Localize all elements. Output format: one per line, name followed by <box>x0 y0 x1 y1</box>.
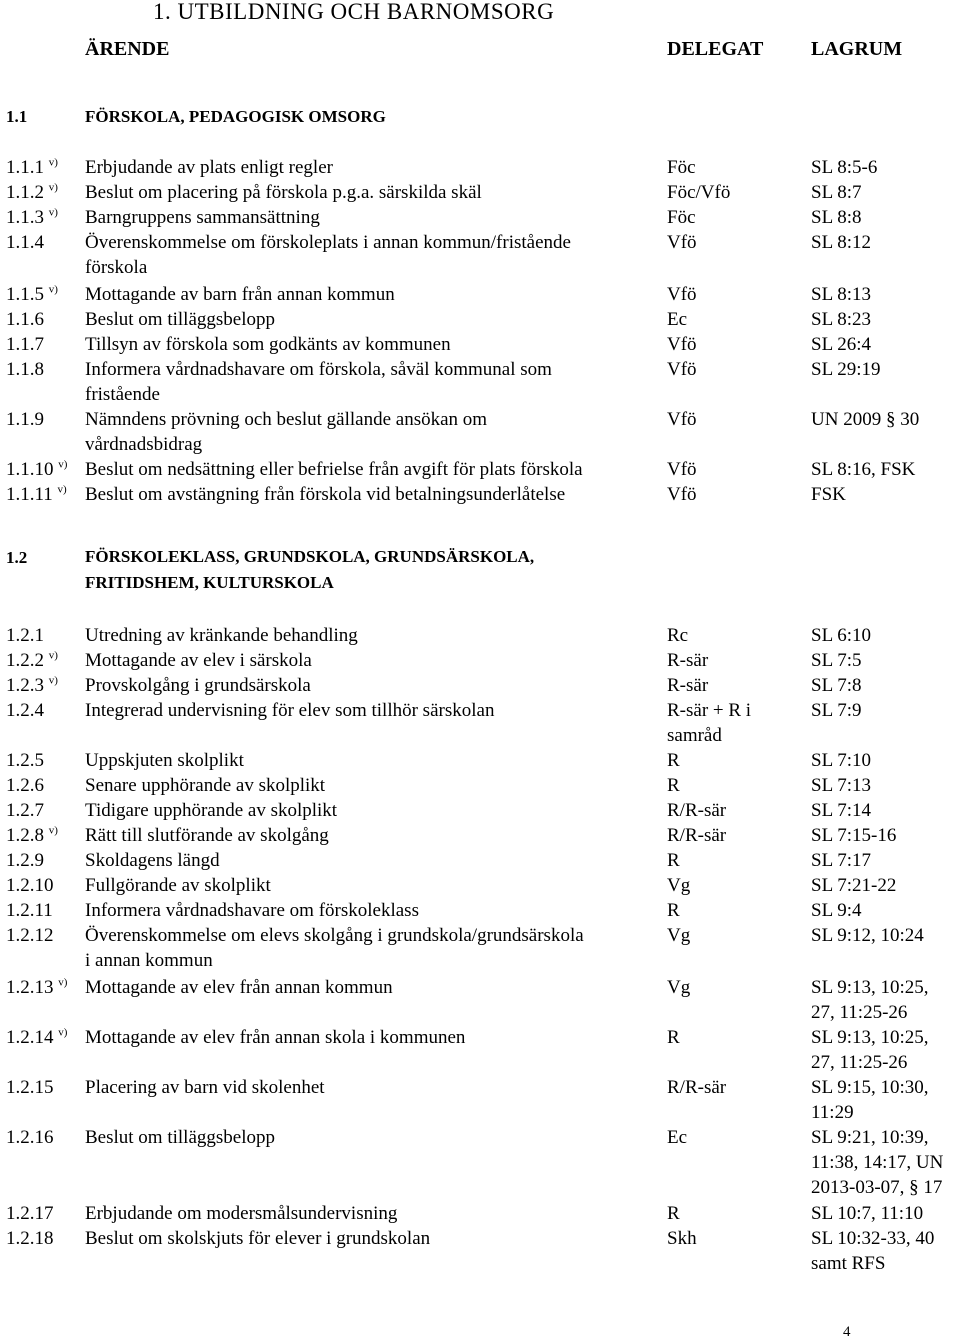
row-number-text: 1.2.1 <box>6 625 44 646</box>
row-delegat <box>667 873 690 898</box>
row-description <box>85 975 393 1000</box>
row-description-line: Tidigare upphörande av skolplikt <box>85 800 338 821</box>
row-description-line: Informera vårdnadshavare om förskola, såväl kommunal som <box>85 359 552 380</box>
row-number <box>6 698 44 723</box>
row-number-text: 1.2.3 <box>6 675 44 696</box>
row-footnote-marker: v) <box>48 824 58 837</box>
row-number-text: 1.2.14 <box>6 1027 54 1048</box>
row-lagrum-line: SL 7:9 <box>811 700 862 721</box>
row-description-line: Beslut om avstängning från förskola vid betalningsunderlåtelse <box>85 484 566 505</box>
row-description <box>85 748 244 773</box>
column-header-lagrum: LAGRUM <box>811 38 903 60</box>
row-lagrum-line: samt RFS <box>811 1253 886 1274</box>
row-number-text: 1.2.8 <box>6 825 44 846</box>
row-description-line: Nämndens prövning och beslut gällande ansökan om <box>85 409 488 430</box>
row-lagrum <box>811 155 877 180</box>
row-number-text: 1.2.15 <box>6 1077 54 1098</box>
row-number-text: 1.1.2 <box>6 182 44 203</box>
row-description <box>85 457 583 482</box>
row-lagrum <box>811 357 881 382</box>
row-number <box>6 623 44 648</box>
row-lagrum-line: FSK <box>811 484 846 505</box>
row-lagrum <box>811 748 871 773</box>
section-title-1-1: FÖRSKOLA, PEDAGOGISK OMSORG <box>85 107 386 126</box>
section-number-1-1: 1.1 <box>6 107 28 126</box>
row-delegat <box>667 673 708 698</box>
row-delegat-line: R <box>667 1203 680 1224</box>
row-delegat-line: samråd <box>667 725 722 746</box>
row-description-line: vårdnadsbidrag <box>85 434 203 455</box>
row-delegat <box>667 748 680 773</box>
row-number-text: 1.1.1 <box>6 157 44 178</box>
row-number-text: 1.2.6 <box>6 775 44 796</box>
row-delegat-line: Ec <box>667 1127 688 1148</box>
row-number <box>6 773 44 798</box>
row-description-line: Beslut om skolskjuts för elever i grundskolan <box>85 1228 431 1249</box>
row-lagrum-line: SL 9:13, 10:25, <box>811 977 929 998</box>
row-lagrum-line: SL 9:12, 10:24 <box>811 925 924 946</box>
row-description <box>85 282 395 307</box>
row-number <box>6 923 54 948</box>
column-header-delegat: DELEGAT <box>667 38 764 60</box>
row-description <box>85 1201 397 1226</box>
row-delegat-line: Vfö <box>667 409 697 430</box>
row-delegat-line: Vg <box>667 925 691 946</box>
row-number <box>6 457 67 482</box>
row-number <box>6 357 44 382</box>
row-lagrum-line: SL 7:8 <box>811 675 862 696</box>
row-lagrum-line: UN 2009 § 30 <box>811 409 920 430</box>
row-delegat <box>667 155 696 180</box>
row-delegat <box>667 823 726 848</box>
row-description-line: förskola <box>85 257 148 278</box>
row-lagrum <box>811 407 919 432</box>
row-footnote-marker: v) <box>48 181 58 194</box>
row-delegat <box>667 1226 697 1251</box>
row-lagrum-line: SL 8:5-6 <box>811 157 878 178</box>
row-number <box>6 230 44 255</box>
row-delegat-line: R <box>667 850 680 871</box>
row-number-text: 1.2.17 <box>6 1203 54 1224</box>
row-delegat-line: Vfö <box>667 284 697 305</box>
row-delegat-line: R-sär <box>667 675 709 696</box>
row-footnote-marker: v) <box>48 649 58 662</box>
row-number <box>6 155 58 180</box>
row-lagrum <box>811 1075 929 1125</box>
row-description-line: fristående <box>85 384 160 405</box>
row-lagrum-line: SL 6:10 <box>811 625 871 646</box>
row-delegat-line: R <box>667 775 680 796</box>
row-delegat <box>667 898 680 923</box>
row-number-text: 1.1.4 <box>6 232 44 253</box>
row-description-line: Erbjudande av plats enligt regler <box>85 157 333 178</box>
row-delegat-line: R <box>667 900 680 921</box>
row-lagrum-line: SL 9:15, 10:30, <box>811 1077 929 1098</box>
row-lagrum-line: SL 10:32-33, 40 <box>811 1228 935 1249</box>
row-description <box>85 1226 430 1251</box>
row-lagrum <box>811 205 862 230</box>
row-delegat-line: Vfö <box>667 484 697 505</box>
row-number <box>6 673 58 698</box>
row-description <box>85 923 584 973</box>
row-lagrum-line: 27, 11:25-26 <box>811 1052 908 1073</box>
row-lagrum <box>811 823 896 848</box>
section-number-1-2: 1.2 <box>6 548 28 567</box>
row-description-line: Beslut om tilläggsbelopp <box>85 309 275 330</box>
row-number <box>6 1075 54 1100</box>
row-footnote-marker: v) <box>48 156 58 169</box>
row-delegat <box>667 648 708 673</box>
row-description-line: i annan kommun <box>85 950 213 971</box>
row-delegat-line: R/R-sär <box>667 825 727 846</box>
row-delegat-line: Vfö <box>667 232 697 253</box>
row-number-text: 1.2.13 <box>6 977 54 998</box>
row-lagrum-line: 27, 11:25-26 <box>811 1002 908 1023</box>
row-lagrum-line: SL 8:23 <box>811 309 871 330</box>
row-number <box>6 180 58 205</box>
row-lagrum <box>811 923 924 948</box>
row-number-text: 1.1.10 <box>6 459 54 480</box>
row-lagrum <box>811 975 929 1025</box>
row-number <box>6 1201 54 1226</box>
row-lagrum-line: SL 7:15-16 <box>811 825 897 846</box>
section-title-1-2: FÖRSKOLEKLASS, GRUNDSKOLA, GRUNDSÄRSKOLA, FRITIDSHEM, KULTURSKOLA <box>85 547 535 592</box>
row-delegat <box>667 923 690 948</box>
row-lagrum-line: SL 7:17 <box>811 850 871 871</box>
row-lagrum <box>811 773 871 798</box>
row-description <box>85 1025 465 1050</box>
row-delegat <box>667 357 697 382</box>
row-description-line: Uppskjuten skolplikt <box>85 750 244 771</box>
row-delegat <box>667 698 751 748</box>
row-number-text: 1.2.9 <box>6 850 44 871</box>
row-delegat-line: R/R-sär <box>667 800 727 821</box>
row-lagrum-line: 2013-03-07, § 17 <box>811 1177 943 1198</box>
row-number <box>6 1226 54 1251</box>
row-lagrum-line: SL 8:12 <box>811 232 871 253</box>
row-description <box>85 230 571 280</box>
row-lagrum <box>811 1025 929 1075</box>
row-description <box>85 205 320 230</box>
row-number-text: 1.2.7 <box>6 800 44 821</box>
row-description-line: Integrerad undervisning för elev som tillhör särskolan <box>85 700 495 721</box>
row-lagrum-line: SL 9:4 <box>811 900 862 921</box>
row-lagrum <box>811 482 846 507</box>
row-footnote-marker: v) <box>57 483 67 496</box>
row-footnote-marker: v) <box>48 674 58 687</box>
row-number <box>6 332 44 357</box>
row-number-text: 1.1.11 <box>6 484 53 505</box>
row-description-line: Beslut om placering på förskola p.g.a. särskilda skäl <box>85 182 482 203</box>
row-number-text: 1.1.3 <box>6 207 44 228</box>
row-description <box>85 798 337 823</box>
row-description-line: Placering av barn vid skolenhet <box>85 1077 325 1098</box>
row-description-line: Tillsyn av förskola som godkänts av kommunen <box>85 334 451 355</box>
row-delegat-line: R-sär <box>667 650 709 671</box>
row-lagrum-line: SL 7:10 <box>811 750 871 771</box>
row-description <box>85 823 329 848</box>
row-delegat <box>667 1025 680 1050</box>
row-number-text: 1.2.12 <box>6 925 54 946</box>
row-footnote-marker: v) <box>48 206 58 219</box>
row-lagrum <box>811 698 862 723</box>
row-description-line: Överenskommelse om elevs skolgång i grundskola/grundsärskola <box>85 925 584 946</box>
row-description-line: Rätt till slutförande av skolgång <box>85 825 329 846</box>
row-delegat-line: Föc <box>667 157 696 178</box>
row-description <box>85 155 333 180</box>
row-description <box>85 307 275 332</box>
row-delegat-line: R/R-sär <box>667 1077 727 1098</box>
row-description-line: Provskolgång i grundsärskola <box>85 675 311 696</box>
row-delegat <box>667 180 730 205</box>
row-number <box>6 1025 67 1050</box>
row-delegat-line: Rc <box>667 625 689 646</box>
row-lagrum-line: SL 7:5 <box>811 650 862 671</box>
row-delegat <box>667 1075 726 1100</box>
row-delegat <box>667 205 696 230</box>
row-delegat <box>667 798 726 823</box>
row-lagrum-line: SL 26:4 <box>811 334 871 355</box>
row-number <box>6 798 44 823</box>
row-delegat-line: Vfö <box>667 334 697 355</box>
row-lagrum-line: SL 9:13, 10:25, <box>811 1027 929 1048</box>
row-description <box>85 848 220 873</box>
row-number <box>6 482 67 507</box>
row-description <box>85 873 271 898</box>
row-lagrum <box>811 457 915 482</box>
row-description <box>85 773 325 798</box>
row-description-line: Erbjudande om modersmålsundervisning <box>85 1203 398 1224</box>
row-lagrum-line: 11:38, 14:17, UN <box>811 1152 944 1173</box>
row-description <box>85 332 451 357</box>
row-number <box>6 307 44 332</box>
row-number-text: 1.2.11 <box>6 900 53 921</box>
row-number-text: 1.2.5 <box>6 750 44 771</box>
row-number <box>6 873 54 898</box>
row-lagrum <box>811 623 871 648</box>
row-description-line: Mottagande av barn från annan kommun <box>85 284 395 305</box>
row-lagrum <box>811 648 862 673</box>
row-number-text: 1.1.5 <box>6 284 44 305</box>
row-delegat-line: R <box>667 1027 680 1048</box>
row-lagrum-line: SL 8:8 <box>811 207 862 228</box>
page-number: 4 <box>843 1324 851 1340</box>
row-description <box>85 648 312 673</box>
row-lagrum <box>811 873 896 898</box>
row-delegat-line: Föc/Vfö <box>667 182 731 203</box>
row-number <box>6 282 58 307</box>
row-lagrum-line: SL 8:7 <box>811 182 862 203</box>
row-lagrum <box>811 307 871 332</box>
row-description-line: Mottagande av elev från annan skola i kommunen <box>85 1027 466 1048</box>
row-number-text: 1.1.8 <box>6 359 44 380</box>
row-number <box>6 823 58 848</box>
row-number <box>6 205 58 230</box>
row-lagrum <box>811 898 862 923</box>
row-delegat-line: Föc <box>667 207 696 228</box>
row-lagrum-line: SL 10:7, 11:10 <box>811 1203 924 1224</box>
row-lagrum <box>811 673 862 698</box>
row-lagrum <box>811 798 871 823</box>
row-delegat <box>667 307 687 332</box>
row-delegat-line: Vg <box>667 875 691 896</box>
row-description-line: Mottagande av elev i särskola <box>85 650 312 671</box>
row-number-text: 1.2.4 <box>6 700 44 721</box>
row-delegat-line: Skh <box>667 1228 697 1249</box>
row-lagrum <box>811 180 862 205</box>
row-delegat <box>667 1201 680 1226</box>
row-description-line: Fullgörande av skolplikt <box>85 875 271 896</box>
row-delegat <box>667 773 680 798</box>
row-lagrum-line: 11:29 <box>811 1102 854 1123</box>
row-number <box>6 748 44 773</box>
row-description <box>85 1075 325 1100</box>
row-delegat <box>667 1125 687 1150</box>
row-description-line: Barngruppens sammansättning <box>85 207 320 228</box>
row-delegat-line: Vfö <box>667 359 697 380</box>
row-lagrum <box>811 332 871 357</box>
row-delegat-line: Vfö <box>667 459 697 480</box>
row-delegat <box>667 282 697 307</box>
row-number <box>6 1125 54 1150</box>
row-description <box>85 698 494 723</box>
row-delegat <box>667 482 697 507</box>
row-lagrum-line: SL 8:13 <box>811 284 871 305</box>
row-description-line: Informera vårdnadshavare om förskoleklass <box>85 900 419 921</box>
row-number-text: 1.1.6 <box>6 309 44 330</box>
row-description-line: Mottagande av elev från annan kommun <box>85 977 393 998</box>
row-delegat <box>667 623 688 648</box>
row-lagrum-line: SL 7:13 <box>811 775 871 796</box>
row-description-line: Överenskommelse om förskoleplats i annan kommun/fristående <box>85 232 571 253</box>
row-number <box>6 975 67 1000</box>
row-footnote-marker: v) <box>48 283 58 296</box>
row-lagrum-line: SL 9:21, 10:39, <box>811 1127 929 1148</box>
row-description <box>85 482 565 507</box>
row-delegat <box>667 407 697 432</box>
row-lagrum <box>811 1125 943 1200</box>
row-description <box>85 898 419 923</box>
row-description <box>85 180 482 205</box>
row-footnote-marker: v) <box>58 1026 68 1039</box>
row-delegat <box>667 848 680 873</box>
row-description-line: Utredning av kränkande behandling <box>85 625 358 646</box>
row-delegat-line: Ec <box>667 309 688 330</box>
row-number-text: 1.2.10 <box>6 875 54 896</box>
row-description <box>85 1125 275 1150</box>
row-number <box>6 898 53 923</box>
row-number-text: 1.1.7 <box>6 334 44 355</box>
row-description <box>85 407 487 457</box>
row-delegat <box>667 332 697 357</box>
row-lagrum-line: SL 7:14 <box>811 800 871 821</box>
row-number-text: 1.2.2 <box>6 650 44 671</box>
row-delegat-line: R-sär + R i <box>667 700 752 721</box>
row-lagrum <box>811 282 871 307</box>
row-description-line: Beslut om nedsättning eller befrielse från avgift för plats förskola <box>85 459 583 480</box>
row-delegat <box>667 975 690 1000</box>
row-lagrum-line: SL 29:19 <box>811 359 881 380</box>
row-delegat-line: Vg <box>667 977 691 998</box>
row-lagrum-line: SL 7:21-22 <box>811 875 897 896</box>
row-number <box>6 648 58 673</box>
row-number <box>6 848 44 873</box>
row-lagrum <box>811 1226 934 1276</box>
row-number-text: 1.2.16 <box>6 1127 54 1148</box>
row-number-text: 1.2.18 <box>6 1228 54 1249</box>
row-lagrum <box>811 1201 923 1226</box>
page-title: 1. UTBILDNING OCH BARNOMSORG <box>153 0 555 24</box>
row-lagrum <box>811 848 871 873</box>
row-delegat-line: R <box>667 750 680 771</box>
row-delegat <box>667 457 697 482</box>
row-delegat <box>667 230 697 255</box>
row-description <box>85 623 358 648</box>
row-description <box>85 673 311 698</box>
row-footnote-marker: v) <box>58 976 68 989</box>
row-description <box>85 357 552 407</box>
column-header-arende: ÄRENDE <box>85 38 170 60</box>
row-description-line: Beslut om tilläggsbelopp <box>85 1127 275 1148</box>
row-footnote-marker: v) <box>58 458 68 471</box>
row-description-line: Skoldagens längd <box>85 850 220 871</box>
row-lagrum-line: SL 8:16, FSK <box>811 459 916 480</box>
row-number-text: 1.1.9 <box>6 409 44 430</box>
row-description-line: Senare upphörande av skolplikt <box>85 775 326 796</box>
row-number <box>6 407 44 432</box>
row-lagrum <box>811 230 871 255</box>
